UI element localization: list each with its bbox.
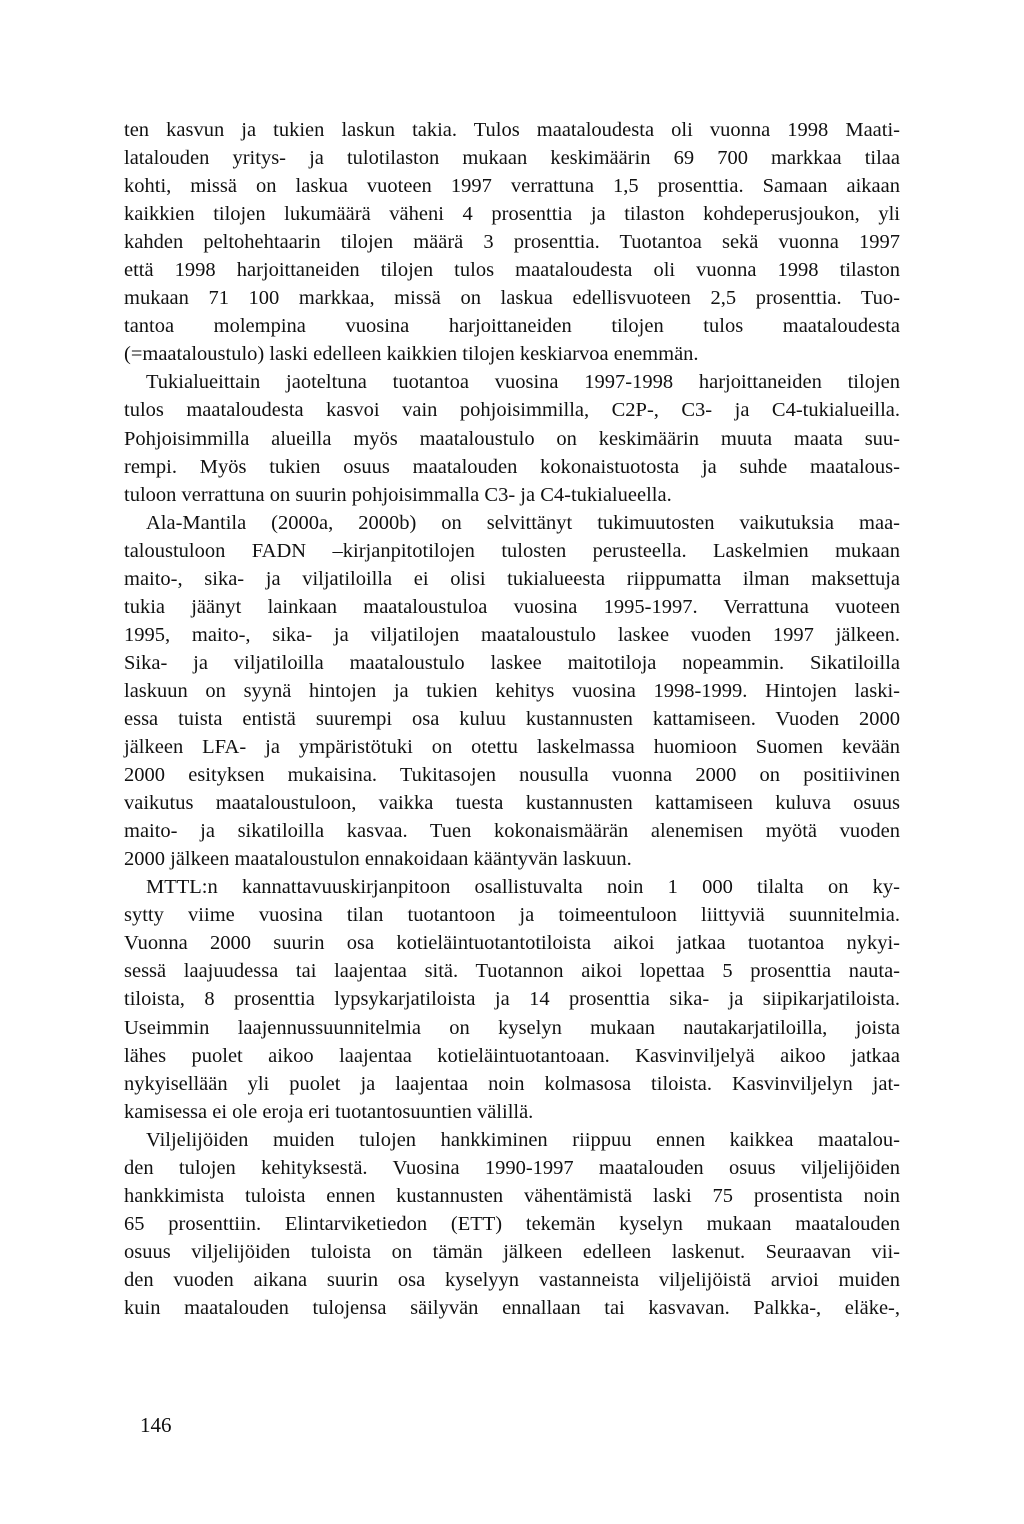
text-line: Tukialueittain jaoteltuna tuotantoa vuosina 1997-1998 harjoittaneiden tilojen xyxy=(146,371,900,394)
text-line: essa tuista entistä suurempi osa kuluu kustannusten kattamiseen. Vuoden 2000 xyxy=(124,707,900,730)
text-line: den tulojen kehityksestä. Vuosina 1990-1997 maatalouden osuus viljelijöiden xyxy=(124,1156,900,1179)
text-line: tulos maataloudesta kasvoi vain pohjoisimmilla, C2P-, C3- ja C4-tukialueilla. xyxy=(124,399,900,422)
text-line: hankkimista tuloista ennen kustannusten vähentämistä laski 75 prosentista noin xyxy=(124,1184,900,1207)
text-line: että 1998 harjoittaneiden tilojen tulos maataloudesta oli vuonna 1998 tilaston xyxy=(124,259,900,282)
text-line: vaikutus maataloustuloon, vaikka tuesta kustannusten kattamiseen kuluva osuus xyxy=(124,792,900,815)
text-line: sytty viime vuosina tilan tuotantoon ja toimeentuloon liittyviä suunnitelmia. xyxy=(124,904,900,927)
text-line: rempi. Myös tukien osuus maatalouden kokonaistuotosta ja suhde maatalous- xyxy=(124,455,900,478)
paragraph-2 xyxy=(124,368,900,508)
text-line: 1995, maito-, sika- ja viljatilojen maataloustulo laskee vuoden 1997 jälkeen. xyxy=(124,623,900,646)
text-line: ten kasvun ja tukien laskun takia. Tulos maataloudesta oli vuonna 1998 Maati- xyxy=(124,119,900,141)
text-line: Viljelijöiden muiden tulojen hankkiminen riippuu ennen kaikkea maatalou- xyxy=(146,1128,900,1151)
text-line: kohti, missä on laskua vuoteen 1997 verrattuna 1,5 prosenttia. Samaan aikaan xyxy=(124,175,900,198)
text-line: nykyisellään yli puolet ja laajentaa noin kolmasosa tiloista. Kasvinviljelyn jat- xyxy=(124,1072,900,1095)
text-line: (=maataloustulo) laski edelleen kaikkien tilojen keskiarvoa enemmän. xyxy=(124,343,699,366)
text-line: kaikkien tilojen lukumäärä väheni 4 prosenttia ja tilaston kohdeperusjoukon, yli xyxy=(124,203,900,226)
paragraph-4 xyxy=(124,873,900,1125)
paragraph-3 xyxy=(124,509,900,874)
text-line: Sika- ja viljatiloilla maataloustulo laskee maitotiloja nopeammin. Sikatiloilla xyxy=(124,651,900,674)
text-line: tantoa molempina vuosina harjoittaneiden tilojen tulos maataloudesta xyxy=(124,315,900,338)
text-line: Pohjoisimmilla alueilla myös maataloustulo on keskimäärin muuta maata suu- xyxy=(124,427,900,450)
paragraph-5 xyxy=(124,1126,900,1322)
text-line: maito- ja sikatiloilla kasvaa. Tuen kokonaismäärän alenemisen myötä vuoden xyxy=(124,820,900,843)
text-line: sessä laajuudessa tai laajentaa sitä. Tuotannon aikoi lopettaa 5 prosenttia nauta- xyxy=(124,960,900,983)
text-line: tiloista, 8 prosenttia lypsykarjatiloista ja 14 prosenttia sika- ja siipikarjatiloista. xyxy=(124,988,900,1011)
text-line: kamisessa ei ole eroja eri tuotantosuuntien välillä. xyxy=(124,1100,534,1123)
text-line: laskuun on syynä hintojen ja tukien kehitys vuosina 1998-1999. Hintojen laski- xyxy=(124,679,900,702)
page-body xyxy=(124,116,900,1322)
text-line: 2000 jälkeen maataloustulon ennakoidaan kääntyvän laskuun. xyxy=(124,848,632,871)
text-line: Vuonna 2000 suurin osa kotieläintuotantotiloista aikoi jatkaa tuotantoa nykyi- xyxy=(124,932,900,955)
text-line: jälkeen LFA- ja ympäristötuki on otettu laskelmassa huomioon Suomen kevään xyxy=(124,736,900,759)
text-line: latalouden yritys- ja tulotilaston mukaan keskimäärin 69 700 markkaa tilaa xyxy=(124,147,900,170)
text-line: 2000 esityksen mukaisina. Tukitasojen nousulla vuonna 2000 on positiivinen xyxy=(124,764,900,787)
text-line: Ala-Mantila (2000a, 2000b) on selvittänyt tukimuutosten vaikutuksia maa- xyxy=(146,511,900,534)
text-line: tuloon verrattuna on suurin pohjoisimmalla C3- ja C4-tukialueella. xyxy=(124,483,672,506)
text-line: Useimmin laajennussuunnitelmia on kyselyn mukaan nautakarjatiloilla, joista xyxy=(124,1016,900,1039)
text-line: MTTL:n kannattavuuskirjanpitoon osallistuvalta noin 1 000 tilalta on ky- xyxy=(146,876,900,899)
text-line: kuin maatalouden tulojensa säilyvän ennallaan tai kasvavan. Palkka-, eläke-, xyxy=(124,1296,900,1319)
text-line: 65 prosenttiin. Elintarviketiedon (ETT) tekemän kyselyn mukaan maatalouden xyxy=(124,1212,900,1235)
text-line: den vuoden aikana suurin osa kyselyyn vastanneista viljelijöistä arvioi muiden xyxy=(124,1268,900,1291)
text-line: osuus viljelijöiden tuloista on tämän jälkeen edelleen laskenut. Seuraavan vii- xyxy=(124,1240,900,1263)
text-line: tukia jäänyt lainkaan maataloustuloa vuosina 1995-1997. Verrattuna vuoteen xyxy=(124,595,900,618)
text-line: kahden peltohehtaarin tilojen määrä 3 prosenttia. Tuotantoa sekä vuonna 1997 xyxy=(124,231,900,254)
text-line: maito-, sika- ja viljatiloilla ei olisi tukialueesta riippumatta ilman maksettuja xyxy=(124,567,900,590)
text-line: taloustuloon FADN –kirjanpitotilojen tulosten perusteella. Laskelmien mukaan xyxy=(124,539,900,562)
text-line: lähes puolet aikoo laajentaa kotieläintuotantoaan. Kasvinviljelyä aikoo jatkaa xyxy=(124,1044,900,1067)
paragraph-1 xyxy=(124,116,900,368)
text-line: mukaan 71 100 markkaa, missä on laskua edellisvuoteen 2,5 prosenttia. Tuo- xyxy=(124,287,900,310)
page-number: 146 xyxy=(140,1413,172,1437)
